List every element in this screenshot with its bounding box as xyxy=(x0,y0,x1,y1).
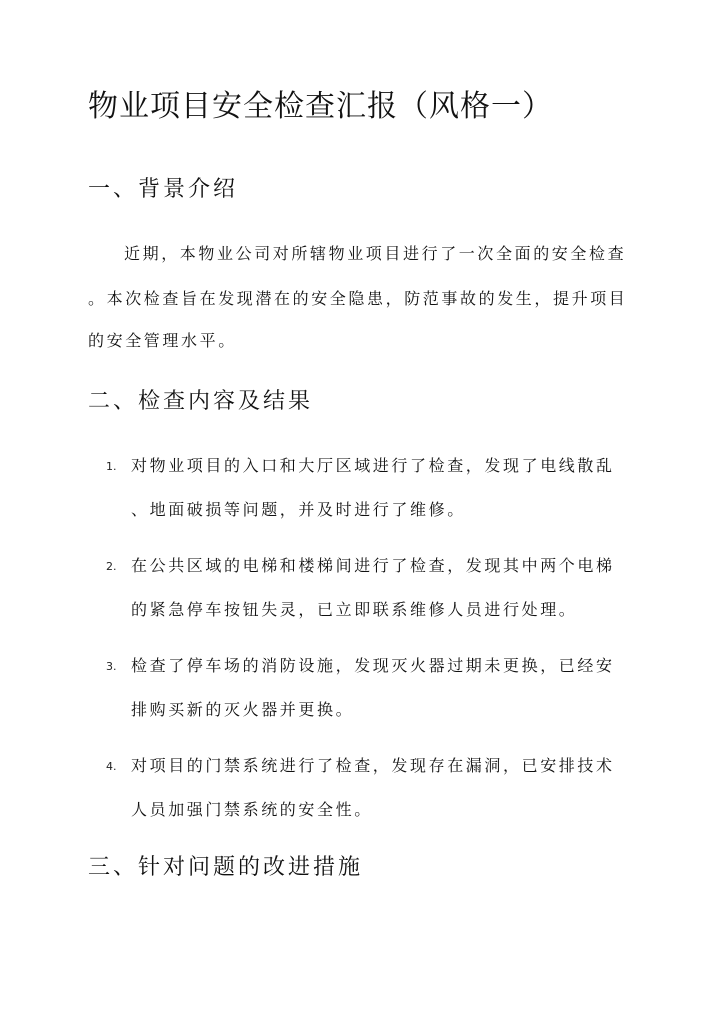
list-item-line: 对项目的门禁系统进行了检查，发现存在漏洞，已安排技术 xyxy=(131,756,615,775)
paragraph-line: 。本次检查旨在发现潜在的安全隐患，防范事故的发生，提升项目 xyxy=(88,289,628,308)
list-item-line: 在公共区域的电梯和楼梯间进行了检查，发现其中两个电梯 xyxy=(131,556,615,575)
list-item-number: 1. xyxy=(106,460,117,473)
paragraph-line: 近期，本物业公司对所辖物业项目进行了一次全面的安全检查 xyxy=(124,244,627,263)
document-title: 物业项目安全检查汇报（风格一） xyxy=(88,89,553,124)
list-item-number: 2. xyxy=(106,560,117,573)
list-item-line: 对物业项目的入口和大厅区域进行了检查，发现了电线散乱 xyxy=(131,456,615,475)
list-item-line: 人员加强门禁系统的安全性。 xyxy=(131,800,373,819)
section-heading-improvements: 三、针对问题的改进措施 xyxy=(88,855,364,880)
section-heading-background: 一、背景介绍 xyxy=(88,177,239,202)
list-item-number: 3. xyxy=(106,660,117,673)
list-item-line: 的紧急停车按钮失灵，已立即联系维修人员进行处理。 xyxy=(131,600,578,619)
list-item-line: 检查了停车场的消防设施，发现灭火器过期未更换，已经安 xyxy=(131,656,615,675)
paragraph-line: 的安全管理水平。 xyxy=(88,331,237,350)
list-item-line: 排购买新的灭火器并更换。 xyxy=(131,700,355,719)
list-item-number: 4. xyxy=(106,760,117,773)
list-item-line: 、地面破损等问题，并及时进行了维修。 xyxy=(131,500,466,519)
section-heading-inspection: 二、检查内容及结果 xyxy=(88,389,314,414)
